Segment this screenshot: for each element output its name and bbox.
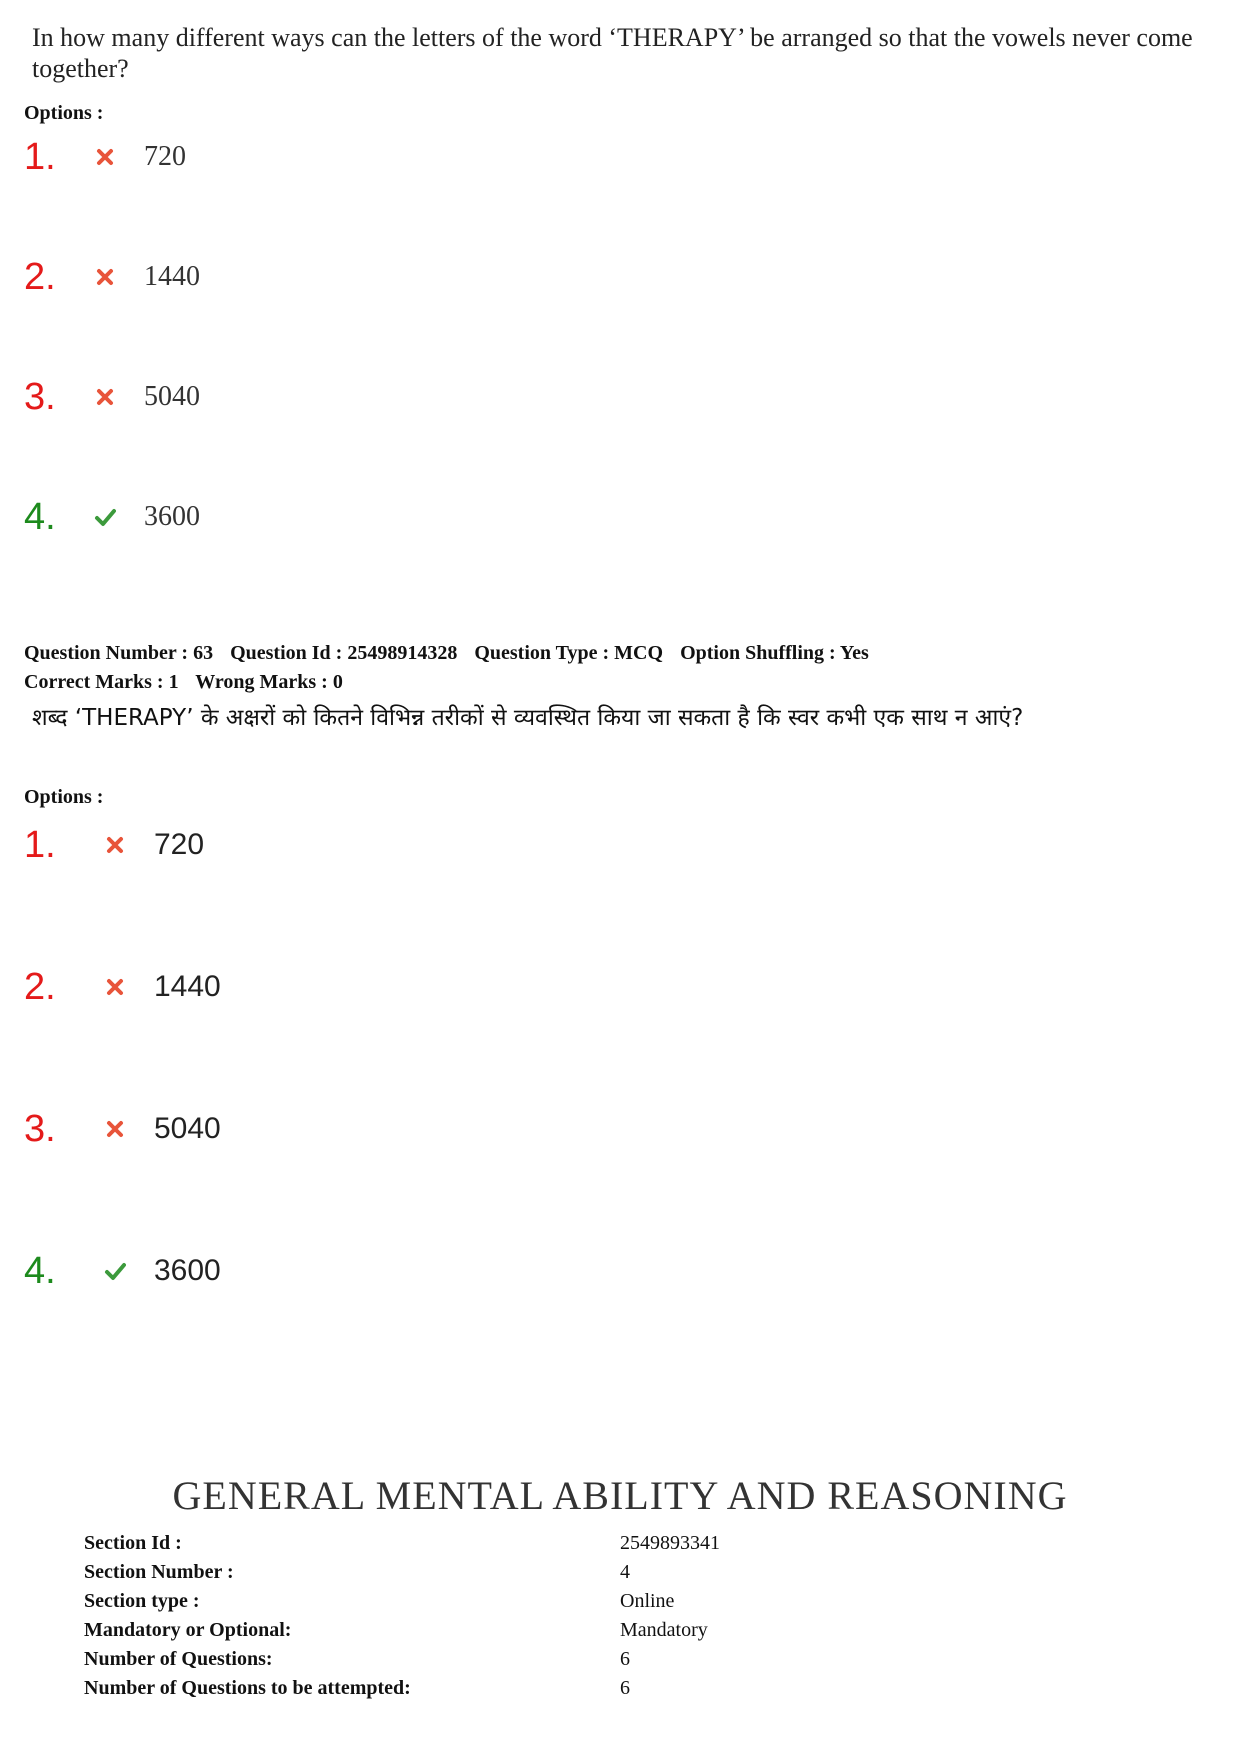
section-info-key: Section Number : — [84, 1561, 234, 1583]
cross-icon — [104, 834, 126, 856]
question-text-hindi: शब्द ‘THERAPY’ के अक्षरों को कितने विभिन्न तरीकों से व्यवस्थित किया जा सकता है कि स्वर कभी एक साथ न आएं? — [32, 705, 1024, 731]
section-info-value: Online — [620, 1590, 675, 1612]
question-number: Question Number : 63 — [24, 642, 214, 664]
option-row — [24, 498, 200, 536]
section-info-key: Section Id : — [84, 1532, 182, 1554]
question-text: In how many different ways can the letters of the word ‘THERAPY’ be arranged so that the vowels never come together? — [32, 23, 1193, 83]
option-value: 5040 — [144, 381, 200, 412]
marks-meta — [24, 671, 355, 694]
option-number: 1. — [24, 824, 56, 866]
section-info-key: Mandatory or Optional: — [84, 1619, 292, 1641]
option-number: 1. — [24, 136, 56, 178]
option-value: 720 — [144, 141, 186, 172]
cross-icon — [94, 266, 116, 288]
option-value: 1440 — [154, 970, 221, 1003]
option-number: 2. — [24, 256, 56, 298]
correct-marks: Correct Marks : 1 — [24, 671, 179, 693]
section-info-value: 4 — [620, 1561, 630, 1583]
option-row — [24, 968, 221, 1006]
section-info-key: Section type : — [84, 1590, 200, 1612]
option-row — [24, 138, 186, 176]
cross-icon — [104, 1118, 126, 1140]
question-meta — [24, 642, 881, 665]
option-row — [24, 378, 200, 416]
section-info-key: Number of Questions: — [84, 1648, 273, 1670]
question-id: Question Id : 25498914328 — [230, 642, 458, 664]
cross-icon — [104, 976, 126, 998]
option-number: 3. — [24, 1108, 56, 1150]
option-row — [24, 1110, 221, 1148]
cross-icon — [94, 386, 116, 408]
section-info-key: Number of Questions to be attempted: — [84, 1677, 411, 1699]
section-title: GENERAL MENTAL ABILITY AND REASONING — [172, 1473, 1068, 1518]
option-value: 1440 — [144, 261, 200, 292]
cross-icon — [94, 146, 116, 168]
option-value: 5040 — [154, 1112, 221, 1145]
option-shuffling: Option Shuffling : Yes — [680, 642, 869, 664]
option-value: 720 — [154, 828, 205, 861]
option-number: 4. — [24, 1250, 56, 1292]
option-number: 3. — [24, 376, 56, 418]
option-row — [24, 1252, 221, 1290]
options-label: Options : — [24, 102, 104, 124]
options-label: Options : — [24, 786, 104, 808]
option-number: 2. — [24, 966, 56, 1008]
check-icon — [94, 506, 116, 528]
option-number: 4. — [24, 496, 56, 538]
section-info-value: Mandatory — [620, 1619, 708, 1641]
option-row — [24, 826, 204, 864]
wrong-marks: Wrong Marks : 0 — [195, 671, 343, 693]
option-row — [24, 258, 200, 296]
option-value: 3600 — [154, 1254, 221, 1287]
section-info-value: 6 — [620, 1648, 630, 1670]
question-type: Question Type : MCQ — [474, 642, 664, 664]
section-info-value: 6 — [620, 1677, 630, 1699]
option-value: 3600 — [144, 501, 200, 532]
section-info-value: 2549893341 — [620, 1532, 720, 1554]
check-icon — [104, 1260, 126, 1282]
